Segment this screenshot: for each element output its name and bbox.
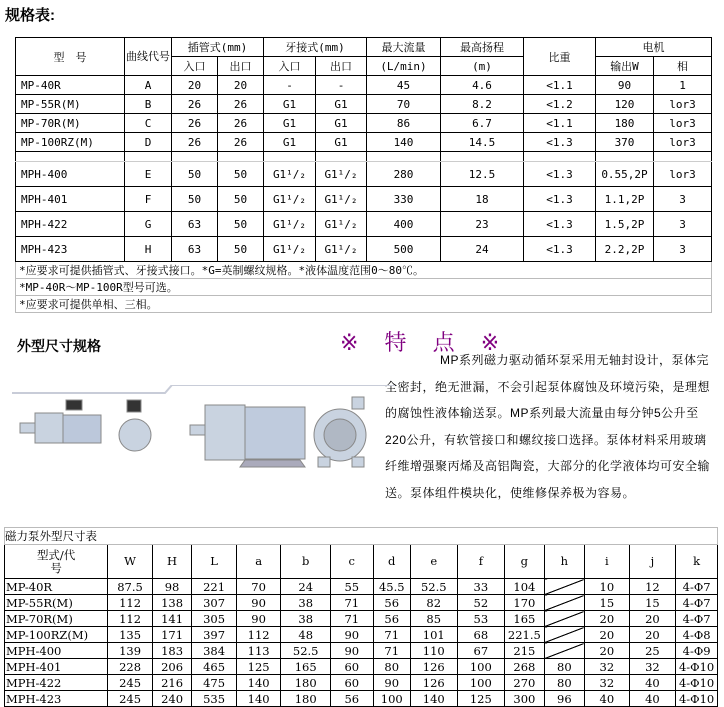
dim-cell: 32 xyxy=(585,675,630,691)
spec-cell: 20 xyxy=(218,76,264,95)
spec-cell: 24 xyxy=(441,237,524,262)
dim-cell: 71 xyxy=(331,611,374,627)
dim-cell: 139 xyxy=(108,643,153,659)
model-cell: MP-40R xyxy=(5,579,108,595)
header-thread: 牙接式(mm) xyxy=(264,38,367,57)
spec-row xyxy=(16,133,712,152)
note-text: *应要求可提供插管式、牙接式接口。*G=英制螺纹规格。*液体温度范围0～80℃。 xyxy=(16,262,712,279)
dim-cell: 20 xyxy=(585,611,630,627)
model-cell: MPH-400 xyxy=(16,162,125,187)
dim-column-header: b xyxy=(281,545,331,579)
spec-cell: G1¹/₂ xyxy=(264,237,316,262)
pump-drawings xyxy=(0,385,400,515)
model-cell: MPH-423 xyxy=(16,237,125,262)
features-paragraph: MP系列磁力驱动循环泵采用无轴封设计，泵体完全密封，绝无泄漏，不会引起泵体腐蚀及环境污染，是理想的腐蚀性液体输送泵。MP系列最大流量由每分钟5公升至220公升，有软管接口和螺纹接口选择。泵体材料采用玻璃纤维增强聚丙烯及高铝陶瓷，大部分的化学液体均可安全输送。泵体组件模块化，使维修保养极为容易。 xyxy=(385,353,711,500)
dim-cell: 475 xyxy=(192,675,237,691)
spec-cell: lor3 xyxy=(654,114,712,133)
dim-row xyxy=(5,691,718,707)
dim-cell: 38 xyxy=(281,595,331,611)
dim-cell: 32 xyxy=(629,659,676,675)
spec-cell: 330 xyxy=(367,187,441,212)
dim-row xyxy=(5,659,718,675)
spec-cell: 26 xyxy=(172,95,218,114)
spec-cell: 140 xyxy=(367,133,441,152)
spec-cell: 50 xyxy=(218,237,264,262)
dim-cell: 268 xyxy=(505,659,544,675)
spec-cell: 12.5 xyxy=(441,162,524,187)
header-gravity: 比重 xyxy=(524,38,596,76)
spec-cell: - xyxy=(316,76,367,95)
dim-cell: 206 xyxy=(152,659,191,675)
spec-cell: F xyxy=(125,187,172,212)
dim-cell: 80 xyxy=(373,659,410,675)
spec-cell: G1¹/₂ xyxy=(316,187,367,212)
spec-cell: 23 xyxy=(441,212,524,237)
dim-cell: 68 xyxy=(457,627,505,643)
spec-cell: 400 xyxy=(367,212,441,237)
note-text: *应要求可提供单相、三相。 xyxy=(16,296,712,313)
spec-cell: G1 xyxy=(316,133,367,152)
header-flow-unit: (L/min) xyxy=(367,57,441,76)
dim-cell: 4-Φ9 xyxy=(676,643,718,659)
spec-cell: <1.2 xyxy=(524,95,596,114)
model-cell: MP-40R xyxy=(16,76,125,95)
spec-cell: <1.3 xyxy=(524,187,596,212)
dim-cell xyxy=(544,627,585,643)
dim-cell: 40 xyxy=(585,691,630,707)
spec-cell: <1.3 xyxy=(524,133,596,152)
dim-cell: 67 xyxy=(457,643,505,659)
spec-cell: 1 xyxy=(654,76,712,95)
spec-cell: <1.3 xyxy=(524,237,596,262)
spec-cell: 120 xyxy=(596,95,654,114)
spacer-cell xyxy=(125,152,172,162)
spec-cell: 3 xyxy=(654,187,712,212)
dim-cell: 48 xyxy=(281,627,331,643)
spec-cell: <1.1 xyxy=(524,76,596,95)
spacer-cell xyxy=(316,152,367,162)
note-row xyxy=(16,279,712,296)
spacer-cell xyxy=(654,152,712,162)
spec-table xyxy=(15,37,712,313)
dim-column-header: d xyxy=(373,545,410,579)
spec-cell: 50 xyxy=(172,187,218,212)
dim-cell: 165 xyxy=(281,659,331,675)
dim-column-header: c xyxy=(331,545,374,579)
dim-row xyxy=(5,643,718,659)
dim-cell: 12 xyxy=(629,579,676,595)
header-flow: 最大流量 xyxy=(367,38,441,57)
spec-cell: 6.7 xyxy=(441,114,524,133)
spacer-cell xyxy=(367,152,441,162)
dim-cell: 90 xyxy=(373,675,410,691)
spec-row xyxy=(16,162,712,187)
dim-cell: 70 xyxy=(236,579,281,595)
dim-cell: 180 xyxy=(281,691,331,707)
dim-cell: 125 xyxy=(236,659,281,675)
dim-cell xyxy=(544,643,585,659)
model-cell: MP-70R(M) xyxy=(16,114,125,133)
header-model-code: 型式/代号 xyxy=(5,545,108,579)
spec-cell: 26 xyxy=(218,114,264,133)
dim-cell: 52.5 xyxy=(410,579,457,595)
dim-cell: 384 xyxy=(192,643,237,659)
dim-cell: 165 xyxy=(505,611,544,627)
large-pump-front-view xyxy=(314,397,366,467)
spec-row xyxy=(16,187,712,212)
spec-cell: G xyxy=(125,212,172,237)
dim-cell: 4-Φ7 xyxy=(676,611,718,627)
spacer-cell xyxy=(441,152,524,162)
dim-cell: 221.5 xyxy=(505,627,544,643)
model-cell: MPH-401 xyxy=(16,187,125,212)
spec-cell: G1 xyxy=(264,114,316,133)
dim-cell xyxy=(544,595,585,611)
spec-cell: 63 xyxy=(172,212,218,237)
dim-cell: 82 xyxy=(410,595,457,611)
model-cell: MP-55R(M) xyxy=(16,95,125,114)
spec-cell: G1 xyxy=(264,95,316,114)
dim-cell: 90 xyxy=(331,643,374,659)
dim-cell: 80 xyxy=(544,659,585,675)
header-hose-outlet: 出口 xyxy=(218,57,264,76)
spec-cell: 4.6 xyxy=(441,76,524,95)
spacer-row xyxy=(16,152,712,162)
dim-cell: 140 xyxy=(236,675,281,691)
dim-cell: 100 xyxy=(457,675,505,691)
dim-cell: 4-Φ7 xyxy=(676,579,718,595)
dim-cell: 535 xyxy=(192,691,237,707)
dim-cell: 60 xyxy=(331,675,374,691)
dim-cell: 4-Φ8 xyxy=(676,627,718,643)
spec-cell: <1.1 xyxy=(524,114,596,133)
spec-cell: 180 xyxy=(596,114,654,133)
spacer-cell xyxy=(16,152,125,162)
header-thread-inlet: 入口 xyxy=(264,57,316,76)
dim-cell: 52 xyxy=(457,595,505,611)
spec-cell: 1.1,2P xyxy=(596,187,654,212)
dim-cell: 85 xyxy=(410,611,457,627)
model-cell: MP-55R(M) xyxy=(5,595,108,611)
dim-cell: 215 xyxy=(505,643,544,659)
spacer-cell xyxy=(596,152,654,162)
header-head-unit: (m) xyxy=(441,57,524,76)
dim-cell: 300 xyxy=(505,691,544,707)
drawing-divider xyxy=(12,385,395,393)
dim-cell: 32 xyxy=(585,659,630,675)
model-cell: MPH-401 xyxy=(5,659,108,675)
features-text xyxy=(385,347,717,506)
dim-cell: 71 xyxy=(373,627,410,643)
dim-cell: 140 xyxy=(410,691,457,707)
dim-cell: 221 xyxy=(192,579,237,595)
spec-cell: 14.5 xyxy=(441,133,524,152)
spec-cell: C xyxy=(125,114,172,133)
spec-cell: D xyxy=(125,133,172,152)
dim-cell: 100 xyxy=(457,659,505,675)
spec-cell: 26 xyxy=(218,133,264,152)
dim-cell: 71 xyxy=(331,595,374,611)
dim-column-header: e xyxy=(410,545,457,579)
spec-cell: lor3 xyxy=(654,133,712,152)
dim-cell: 45.5 xyxy=(373,579,410,595)
dim-cell: 141 xyxy=(152,611,191,627)
dim-cell: 4-Φ10 xyxy=(676,659,718,675)
spacer-cell xyxy=(524,152,596,162)
dim-cell: 397 xyxy=(192,627,237,643)
dim-cell: 138 xyxy=(152,595,191,611)
dim-cell: 140 xyxy=(236,691,281,707)
dim-cell: 20 xyxy=(629,611,676,627)
dim-cell: 180 xyxy=(281,675,331,691)
dim-cell: 240 xyxy=(152,691,191,707)
spec-cell: 45 xyxy=(367,76,441,95)
spec-cell: 370 xyxy=(596,133,654,152)
spec-cell: G1¹/₂ xyxy=(264,187,316,212)
spec-cell: 8.2 xyxy=(441,95,524,114)
spec-cell: 50 xyxy=(218,162,264,187)
spec-cell: 2.2,2P xyxy=(596,237,654,262)
dim-column-header: g xyxy=(505,545,544,579)
spec-cell: 90 xyxy=(596,76,654,95)
dim-cell: 305 xyxy=(192,611,237,627)
dim-cell: 56 xyxy=(373,611,410,627)
dim-column-header: a xyxy=(236,545,281,579)
dim-cell: 126 xyxy=(410,659,457,675)
dim-cell: 71 xyxy=(373,643,410,659)
spec-cell: E xyxy=(125,162,172,187)
dim-cell: 20 xyxy=(585,627,630,643)
dim-cell: 38 xyxy=(281,611,331,627)
spec-row xyxy=(16,76,712,95)
dim-cell: 112 xyxy=(108,595,153,611)
dim-cell: 90 xyxy=(331,627,374,643)
dim-cell: 40 xyxy=(629,691,676,707)
spec-cell: 3 xyxy=(654,237,712,262)
dim-cell: 183 xyxy=(152,643,191,659)
model-cell: MPH-423 xyxy=(5,691,108,707)
spec-cell: <1.3 xyxy=(524,162,596,187)
dim-cell: 270 xyxy=(505,675,544,691)
dim-cell: 15 xyxy=(585,595,630,611)
dim-cell: 40 xyxy=(629,675,676,691)
dim-cell: 4-Φ10 xyxy=(676,675,718,691)
model-cell: MP-100RZ(M) xyxy=(16,133,125,152)
spec-cell: G1¹/₂ xyxy=(264,212,316,237)
model-cell: MP-100RZ(M) xyxy=(5,627,108,643)
header-curve: 曲线代号 xyxy=(125,38,172,76)
dimensions-table-caption: 磁力泵外型尺寸表 xyxy=(5,528,718,545)
header-hose-inlet: 入口 xyxy=(172,57,218,76)
dim-cell: 55 xyxy=(331,579,374,595)
dim-cell: 110 xyxy=(410,643,457,659)
dim-cell: 4-Φ10 xyxy=(676,691,718,707)
spec-cell: G1¹/₂ xyxy=(316,212,367,237)
dim-cell: 135 xyxy=(108,627,153,643)
dim-cell: 10 xyxy=(585,579,630,595)
dim-cell: 125 xyxy=(457,691,505,707)
model-cell: MP-70R(M) xyxy=(5,611,108,627)
spec-cell: G1 xyxy=(264,133,316,152)
spec-cell: B xyxy=(125,95,172,114)
spec-cell: 0.55,2P xyxy=(596,162,654,187)
spec-cell: 86 xyxy=(367,114,441,133)
spec-cell: H xyxy=(125,237,172,262)
spec-row xyxy=(16,95,712,114)
dim-column-header: f xyxy=(457,545,505,579)
dim-column-header: W xyxy=(108,545,153,579)
dim-cell xyxy=(544,579,585,595)
dim-cell: 112 xyxy=(108,611,153,627)
small-pump-side-view xyxy=(20,400,101,443)
dim-cell: 245 xyxy=(108,675,153,691)
header-hose: 插管式(mm) xyxy=(172,38,264,57)
note-row xyxy=(16,296,712,313)
dim-cell: 15 xyxy=(629,595,676,611)
dim-cell: 52.5 xyxy=(281,643,331,659)
spec-cell: - xyxy=(264,76,316,95)
small-pump-front-view xyxy=(119,400,151,451)
spec-row xyxy=(16,237,712,262)
dim-cell: 171 xyxy=(152,627,191,643)
dim-cell: 20 xyxy=(585,643,630,659)
dim-column-header: j xyxy=(629,545,676,579)
dim-cell: 33 xyxy=(457,579,505,595)
dim-cell: 112 xyxy=(236,627,281,643)
dim-column-header: i xyxy=(585,545,630,579)
dim-cell: 100 xyxy=(373,691,410,707)
spec-cell: 70 xyxy=(367,95,441,114)
spec-cell: 500 xyxy=(367,237,441,262)
spec-cell: 50 xyxy=(172,162,218,187)
spec-cell: 1.5,2P xyxy=(596,212,654,237)
header-phase: 相 xyxy=(654,57,712,76)
spacer-cell xyxy=(218,152,264,162)
spec-table-title: 规格表: xyxy=(5,7,55,24)
dim-cell: 98 xyxy=(152,579,191,595)
spec-cell: A xyxy=(125,76,172,95)
dim-cell: 216 xyxy=(152,675,191,691)
spacer-cell xyxy=(172,152,218,162)
dim-cell: 24 xyxy=(281,579,331,595)
dimensions-title: 外型尺寸规格 xyxy=(17,338,101,354)
spec-cell: <1.3 xyxy=(524,212,596,237)
dim-cell: 228 xyxy=(108,659,153,675)
header-head: 最高扬程 xyxy=(441,38,524,57)
header-motor: 电机 xyxy=(596,38,712,57)
dim-row xyxy=(5,675,718,691)
dim-column-header: H xyxy=(152,545,191,579)
spec-cell: lor3 xyxy=(654,95,712,114)
large-pump-side-view xyxy=(190,405,305,467)
spec-cell: G1¹/₂ xyxy=(264,162,316,187)
model-cell: MPH-400 xyxy=(5,643,108,659)
spec-cell: 20 xyxy=(172,76,218,95)
dim-cell: 245 xyxy=(108,691,153,707)
dim-cell: 101 xyxy=(410,627,457,643)
dim-cell: 56 xyxy=(373,595,410,611)
dim-cell: 87.5 xyxy=(108,579,153,595)
dim-cell: 126 xyxy=(410,675,457,691)
dim-cell: 25 xyxy=(629,643,676,659)
dim-row xyxy=(5,579,718,595)
dim-cell: 170 xyxy=(505,595,544,611)
dim-row xyxy=(5,611,718,627)
header-output: 输出W xyxy=(596,57,654,76)
spec-cell: 50 xyxy=(218,187,264,212)
features-title: ※ 特 点 ※ xyxy=(340,330,510,355)
spec-cell: G1¹/₂ xyxy=(316,162,367,187)
spec-row xyxy=(16,212,712,237)
model-cell: MPH-422 xyxy=(16,212,125,237)
dim-cell: 60 xyxy=(331,659,374,675)
dim-cell: 56 xyxy=(331,691,374,707)
spec-cell: G1¹/₂ xyxy=(316,237,367,262)
dimensions-table xyxy=(4,527,718,707)
header-thread-outlet: 出口 xyxy=(316,57,367,76)
dim-cell: 465 xyxy=(192,659,237,675)
dim-cell: 90 xyxy=(236,611,281,627)
dim-row xyxy=(5,627,718,643)
spec-cell: G1 xyxy=(316,114,367,133)
dim-cell: 20 xyxy=(629,627,676,643)
dim-cell: 90 xyxy=(236,595,281,611)
dim-row xyxy=(5,595,718,611)
note-text: *MP-40R～MP-100R型号可选。 xyxy=(16,279,712,296)
spec-cell: G1 xyxy=(316,95,367,114)
spec-cell: 280 xyxy=(367,162,441,187)
spec-cell: 3 xyxy=(654,212,712,237)
dim-column-header: L xyxy=(192,545,237,579)
dim-column-header: k xyxy=(676,545,718,579)
spec-cell: 26 xyxy=(172,114,218,133)
dim-cell: 96 xyxy=(544,691,585,707)
spec-cell: 18 xyxy=(441,187,524,212)
spec-cell: 26 xyxy=(218,95,264,114)
dim-cell: 104 xyxy=(505,579,544,595)
dim-cell xyxy=(544,611,585,627)
dim-cell: 307 xyxy=(192,595,237,611)
dim-cell: 80 xyxy=(544,675,585,691)
header-model: 型 号 xyxy=(16,38,125,76)
dim-cell: 4-Φ7 xyxy=(676,595,718,611)
dim-cell: 113 xyxy=(236,643,281,659)
spec-cell: 63 xyxy=(172,237,218,262)
spec-row xyxy=(16,114,712,133)
model-cell: MPH-422 xyxy=(5,675,108,691)
spec-cell: lor3 xyxy=(654,162,712,187)
note-row xyxy=(16,262,712,279)
spec-cell: 50 xyxy=(218,212,264,237)
spacer-cell xyxy=(264,152,316,162)
dim-cell: 53 xyxy=(457,611,505,627)
dim-column-header: h xyxy=(544,545,585,579)
spec-cell: 26 xyxy=(172,133,218,152)
